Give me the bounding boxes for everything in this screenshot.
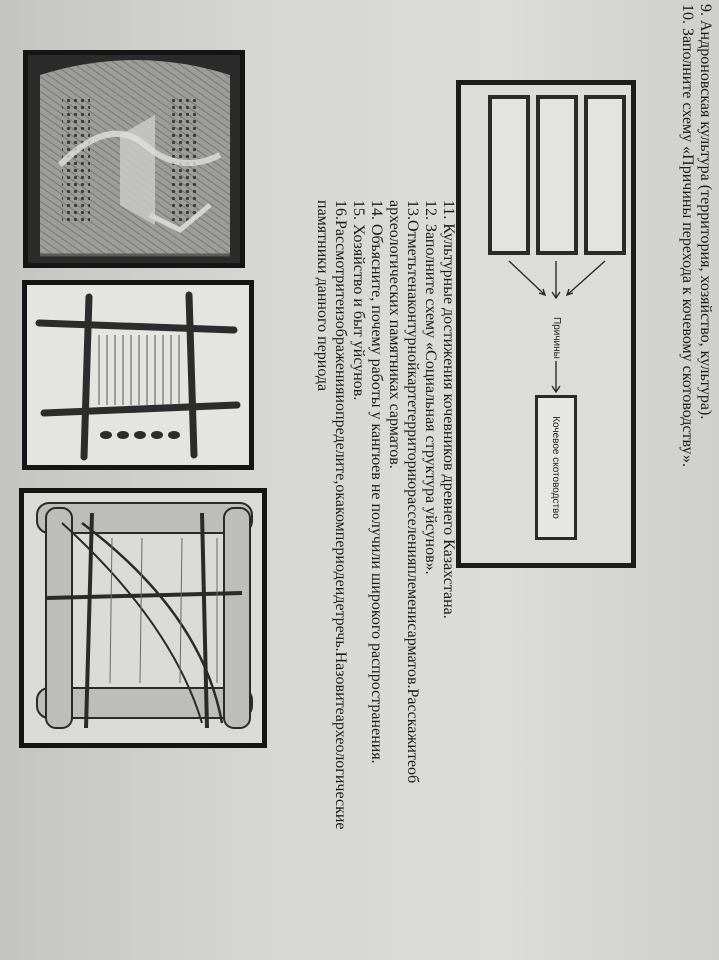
q13-word: племени [404, 565, 421, 624]
question-14: 14. Объясните, почему работы у кангюев не получили широкого распространения. [368, 200, 385, 764]
question-12: 12. Заполните схему «Социальная структура уйсунов». [422, 200, 439, 575]
q16-word: Рассмотрите [332, 220, 349, 306]
q13-word: сарматов. [404, 623, 421, 689]
weaving-loom-drawing-icon [22, 280, 254, 470]
question-13-continuation: археологических памятниках сарматов. [386, 200, 403, 469]
q16-word: 16. [332, 200, 349, 220]
arrow-top [567, 261, 605, 295]
log-dwelling-frame-drawing-icon [19, 488, 267, 748]
question-10: 10. Заполните схему «Причины перехода к кочевому скотоводству». [679, 4, 696, 467]
causes-label: Причины [551, 317, 562, 359]
question-16-continuation: памятники данного периода [314, 200, 331, 392]
arrow-bottom [509, 261, 545, 295]
q16-word: археологические [332, 714, 349, 830]
q16-word: изображения [332, 305, 349, 395]
q16-word: определите, [332, 403, 349, 485]
question-16 [331, 200, 349, 830]
q16-word: речь. [332, 617, 349, 652]
q16-word: идет [332, 586, 349, 618]
question-15: 15. Хозяйство и быт уйсунов. [350, 200, 367, 401]
q13-word: 13.Отметьте [404, 200, 421, 284]
result-label: Кочевое скотоводство [550, 416, 562, 519]
q13-word: расселения [404, 489, 421, 566]
q13-word: карте [404, 370, 421, 408]
q16-word: периоде [332, 531, 349, 587]
q16-word: и [332, 394, 349, 403]
question-11: 11. Культурные достижения кочевников древнего Казахстана. [440, 200, 457, 619]
q13-word: об [404, 767, 421, 784]
q13-word: Расскажите [404, 688, 421, 768]
q16-word: Назовите [332, 651, 349, 715]
q13-word: территорию [404, 407, 421, 490]
causes-scheme [456, 80, 636, 568]
ornamented-ceramic-vessel-icon [23, 50, 245, 268]
question-9: 9. Андроновская культура (территория, хозяйство, культура). [697, 4, 714, 420]
q16-word: о [332, 484, 349, 493]
result-box [535, 395, 577, 540]
question-13 [403, 200, 421, 784]
q13-word: на [404, 283, 421, 300]
q16-word: каком [332, 492, 349, 532]
q13-word: контурной [404, 299, 421, 371]
